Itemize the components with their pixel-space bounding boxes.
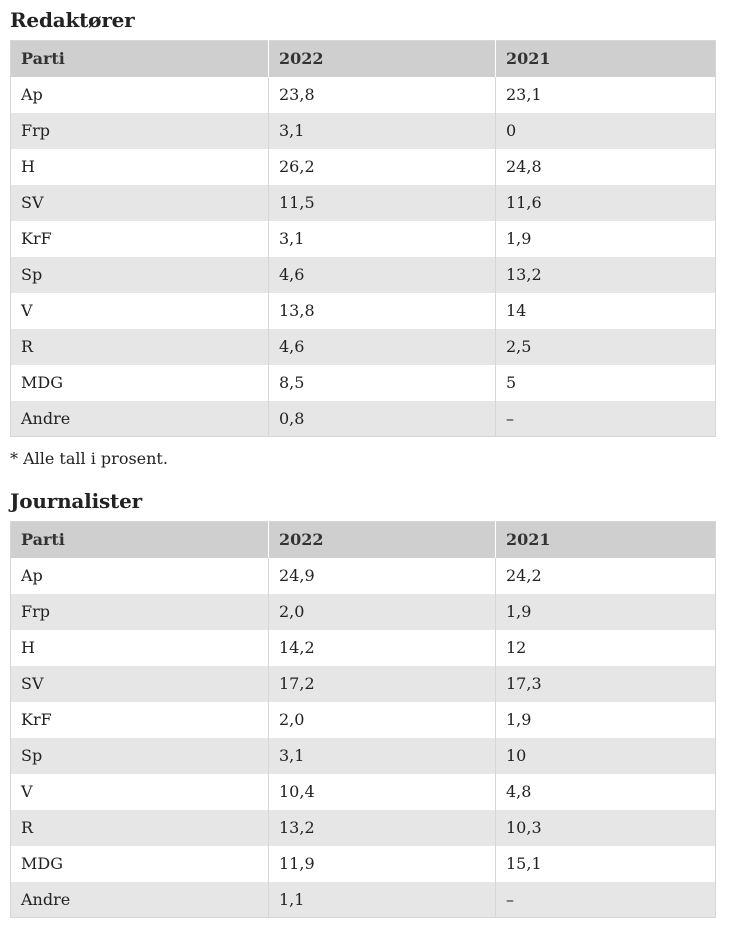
- party-cell: V: [11, 774, 269, 810]
- column-header-2022: 2022: [269, 522, 496, 558]
- column-header-parti: Parti: [11, 522, 269, 558]
- table-row: [11, 810, 716, 846]
- party-cell: R: [11, 329, 269, 365]
- table-row: [11, 846, 716, 882]
- party-cell: MDG: [11, 846, 269, 882]
- value-2021-cell: 11,6: [496, 185, 716, 221]
- value-2022-cell: 11,5: [269, 185, 496, 221]
- value-2021-cell: 12: [496, 630, 716, 666]
- table-row: [11, 329, 716, 365]
- value-2022-cell: 2,0: [269, 702, 496, 738]
- table-header-row: [11, 41, 716, 77]
- value-2022-cell: 1,1: [269, 882, 496, 918]
- party-cell: Frp: [11, 594, 269, 630]
- section-title-journalister: Journalister: [10, 489, 142, 513]
- party-cell: Ap: [11, 558, 269, 594]
- value-2022-cell: 24,9: [269, 558, 496, 594]
- table-row: [11, 666, 716, 702]
- value-2022-cell: 13,8: [269, 293, 496, 329]
- party-cell: R: [11, 810, 269, 846]
- party-cell: SV: [11, 185, 269, 221]
- column-header-parti: Parti: [11, 41, 269, 77]
- table-row: [11, 401, 716, 437]
- table-row: [11, 221, 716, 257]
- table-journalister: [10, 521, 716, 918]
- value-2021-cell: 24,8: [496, 149, 716, 185]
- value-2021-cell: 15,1: [496, 846, 716, 882]
- value-2021-cell: 10: [496, 738, 716, 774]
- table-row: [11, 630, 716, 666]
- value-2022-cell: 23,8: [269, 77, 496, 113]
- value-2022-cell: 13,2: [269, 810, 496, 846]
- value-2021-cell: 14: [496, 293, 716, 329]
- party-cell: Ap: [11, 77, 269, 113]
- footnote: * Alle tall i prosent.: [10, 449, 168, 468]
- value-2021-cell: 1,9: [496, 221, 716, 257]
- table-row: [11, 738, 716, 774]
- table-row: [11, 113, 716, 149]
- party-cell: Andre: [11, 882, 269, 918]
- table-row: [11, 882, 716, 918]
- value-2021-cell: 4,8: [496, 774, 716, 810]
- value-2022-cell: 3,1: [269, 221, 496, 257]
- value-2021-cell: 13,2: [496, 257, 716, 293]
- party-cell: Andre: [11, 401, 269, 437]
- table-row: [11, 702, 716, 738]
- party-cell: V: [11, 293, 269, 329]
- table-row: [11, 774, 716, 810]
- value-2021-cell: 1,9: [496, 702, 716, 738]
- value-2021-cell: 1,9: [496, 594, 716, 630]
- column-header-2021: 2021: [496, 522, 716, 558]
- value-2022-cell: 0,8: [269, 401, 496, 437]
- table-row: [11, 149, 716, 185]
- column-header-2021: 2021: [496, 41, 716, 77]
- value-2022-cell: 26,2: [269, 149, 496, 185]
- value-2022-cell: 14,2: [269, 630, 496, 666]
- value-2021-cell: 2,5: [496, 329, 716, 365]
- table-row: [11, 594, 716, 630]
- value-2022-cell: 3,1: [269, 113, 496, 149]
- value-2021-cell: –: [496, 882, 716, 918]
- party-cell: KrF: [11, 702, 269, 738]
- value-2021-cell: 23,1: [496, 77, 716, 113]
- table-row: [11, 185, 716, 221]
- table-header-row: [11, 522, 716, 558]
- party-cell: Frp: [11, 113, 269, 149]
- value-2022-cell: 17,2: [269, 666, 496, 702]
- section-title-redaktorer: Redaktører: [10, 8, 135, 32]
- party-cell: H: [11, 630, 269, 666]
- party-cell: Sp: [11, 738, 269, 774]
- party-cell: SV: [11, 666, 269, 702]
- column-header-2022: 2022: [269, 41, 496, 77]
- value-2021-cell: 0: [496, 113, 716, 149]
- value-2021-cell: 17,3: [496, 666, 716, 702]
- value-2021-cell: 10,3: [496, 810, 716, 846]
- value-2021-cell: 24,2: [496, 558, 716, 594]
- page-content: [10, 0, 715, 918]
- value-2022-cell: 3,1: [269, 738, 496, 774]
- party-cell: Sp: [11, 257, 269, 293]
- value-2022-cell: 4,6: [269, 257, 496, 293]
- party-cell: H: [11, 149, 269, 185]
- table-row: [11, 77, 716, 113]
- table-redaktorer: [10, 40, 716, 437]
- table-row: [11, 293, 716, 329]
- value-2022-cell: 11,9: [269, 846, 496, 882]
- value-2022-cell: 2,0: [269, 594, 496, 630]
- value-2021-cell: 5: [496, 365, 716, 401]
- value-2022-cell: 4,6: [269, 329, 496, 365]
- party-cell: MDG: [11, 365, 269, 401]
- table-row: [11, 558, 716, 594]
- value-2021-cell: –: [496, 401, 716, 437]
- table-row: [11, 365, 716, 401]
- value-2022-cell: 10,4: [269, 774, 496, 810]
- party-cell: KrF: [11, 221, 269, 257]
- value-2022-cell: 8,5: [269, 365, 496, 401]
- table-row: [11, 257, 716, 293]
